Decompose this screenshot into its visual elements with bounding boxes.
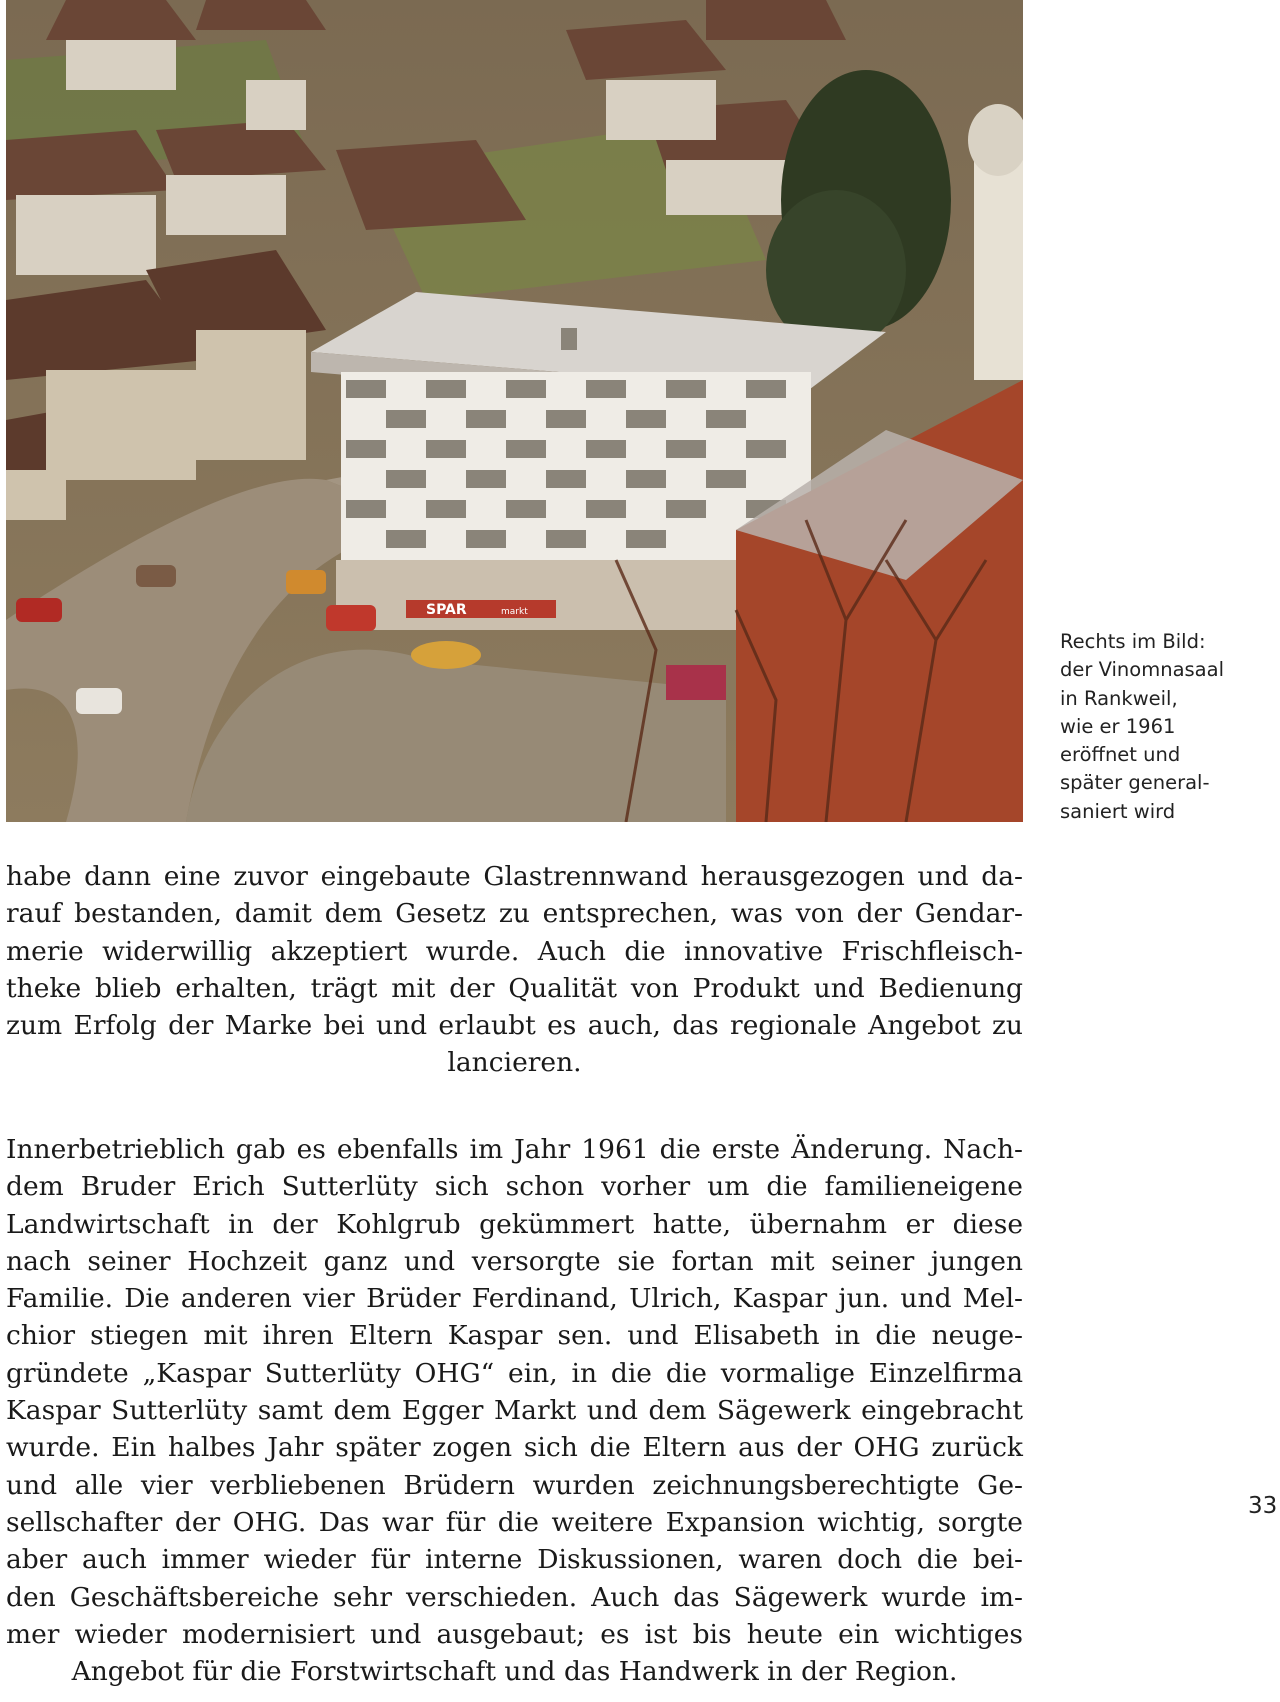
- text-line: lancieren.: [447, 1047, 582, 1079]
- page-number: 33: [1248, 1493, 1278, 1519]
- text-line: Innerbetrieblich gab es ebenfalls im Jahr 1961 die erste Änderung. Nach-: [6, 1134, 1023, 1165]
- text-line: rauf bestanden, damit dem Gesetz zu entsprechen, was von der Gendar-: [6, 898, 1023, 930]
- body-paragraph-2: [6, 1131, 1023, 1690]
- text-line: mer wieder modernisiert und ausgebaut; es ist bis heute ein wichtiges: [6, 1618, 1023, 1650]
- text-line: sellschafter der OHG. Das war für die weitere Expansion wichtig, sorgte: [6, 1506, 1023, 1538]
- spar-sign-subtext: markt: [501, 607, 528, 617]
- text-line: habe dann eine zuvor eingebaute Glastrennwand herausgezogen und da-: [6, 861, 1023, 892]
- body-paragraph-1: [6, 858, 1023, 1082]
- caption-line: saniert wird: [1060, 799, 1176, 823]
- caption-line: Rechts im Bild:: [1060, 630, 1206, 653]
- text-line: Kaspar Sutterlüty samt dem Egger Markt und dem Sägewerk eingebracht: [6, 1395, 1023, 1427]
- text-line: nach seiner Hochzeit ganz und versorgte sie fortan mit seiner jungen: [6, 1245, 1023, 1277]
- caption-line: wie er 1961: [1060, 714, 1176, 738]
- caption-line: der Vinomnasaal: [1060, 658, 1224, 682]
- text-line: Landwirtschaft in der Kohlgrub gekümmert hatte, übernahm er diese: [6, 1208, 1023, 1240]
- text-line: wurde. Ein halbes Jahr später zogen sich die Eltern aus der OHG zurück: [6, 1432, 1023, 1464]
- caption-line: später general-: [1060, 771, 1210, 795]
- text-line: zum Erfolg der Marke bei und erlaubt es auch, das regionale Angebot zu: [6, 1010, 1023, 1042]
- text-line: den Geschäftsbereiche sehr verschieden. Auch das Sägewerk wurde im-: [6, 1581, 1023, 1613]
- text-line: dem Bruder Erich Sutterlüty sich schon vorher um die familieneigene: [6, 1171, 1023, 1203]
- caption-line: eröffnet und: [1060, 743, 1181, 767]
- vinomnasaal-photo: [6, 0, 1023, 822]
- text-line: Angebot für die Forstwirtschaft und das Handwerk in der Region.: [71, 1656, 958, 1688]
- text-line: merie widerwillig akzeptiert wurde. Auch die innovative Frischfleisch-: [6, 935, 1023, 967]
- photo-caption: [1060, 628, 1270, 826]
- text-line: aber auch immer wieder für interne Diskussionen, waren doch die bei-: [6, 1544, 1023, 1576]
- spar-sign: SPAR: [426, 602, 467, 618]
- caption-line: in Rankweil,: [1060, 686, 1178, 710]
- text-line: chior stiegen mit ihren Eltern Kaspar sen. und Elisabeth in die neuge-: [6, 1320, 1023, 1352]
- text-line: und alle vier verbliebenen Brüdern wurden zeichnungsberechtigte Ge-: [6, 1469, 1023, 1501]
- text-line: Familie. Die anderen vier Brüder Ferdinand, Ulrich, Kaspar jun. und Mel-: [6, 1283, 1023, 1315]
- text-line: theke blieb erhalten, trägt mit der Qualität von Produkt und Bedienung: [6, 972, 1023, 1004]
- text-line: gründete „Kaspar Sutterlüty OHG“ ein, in die die vormalige Einzelfirma: [6, 1357, 1023, 1389]
